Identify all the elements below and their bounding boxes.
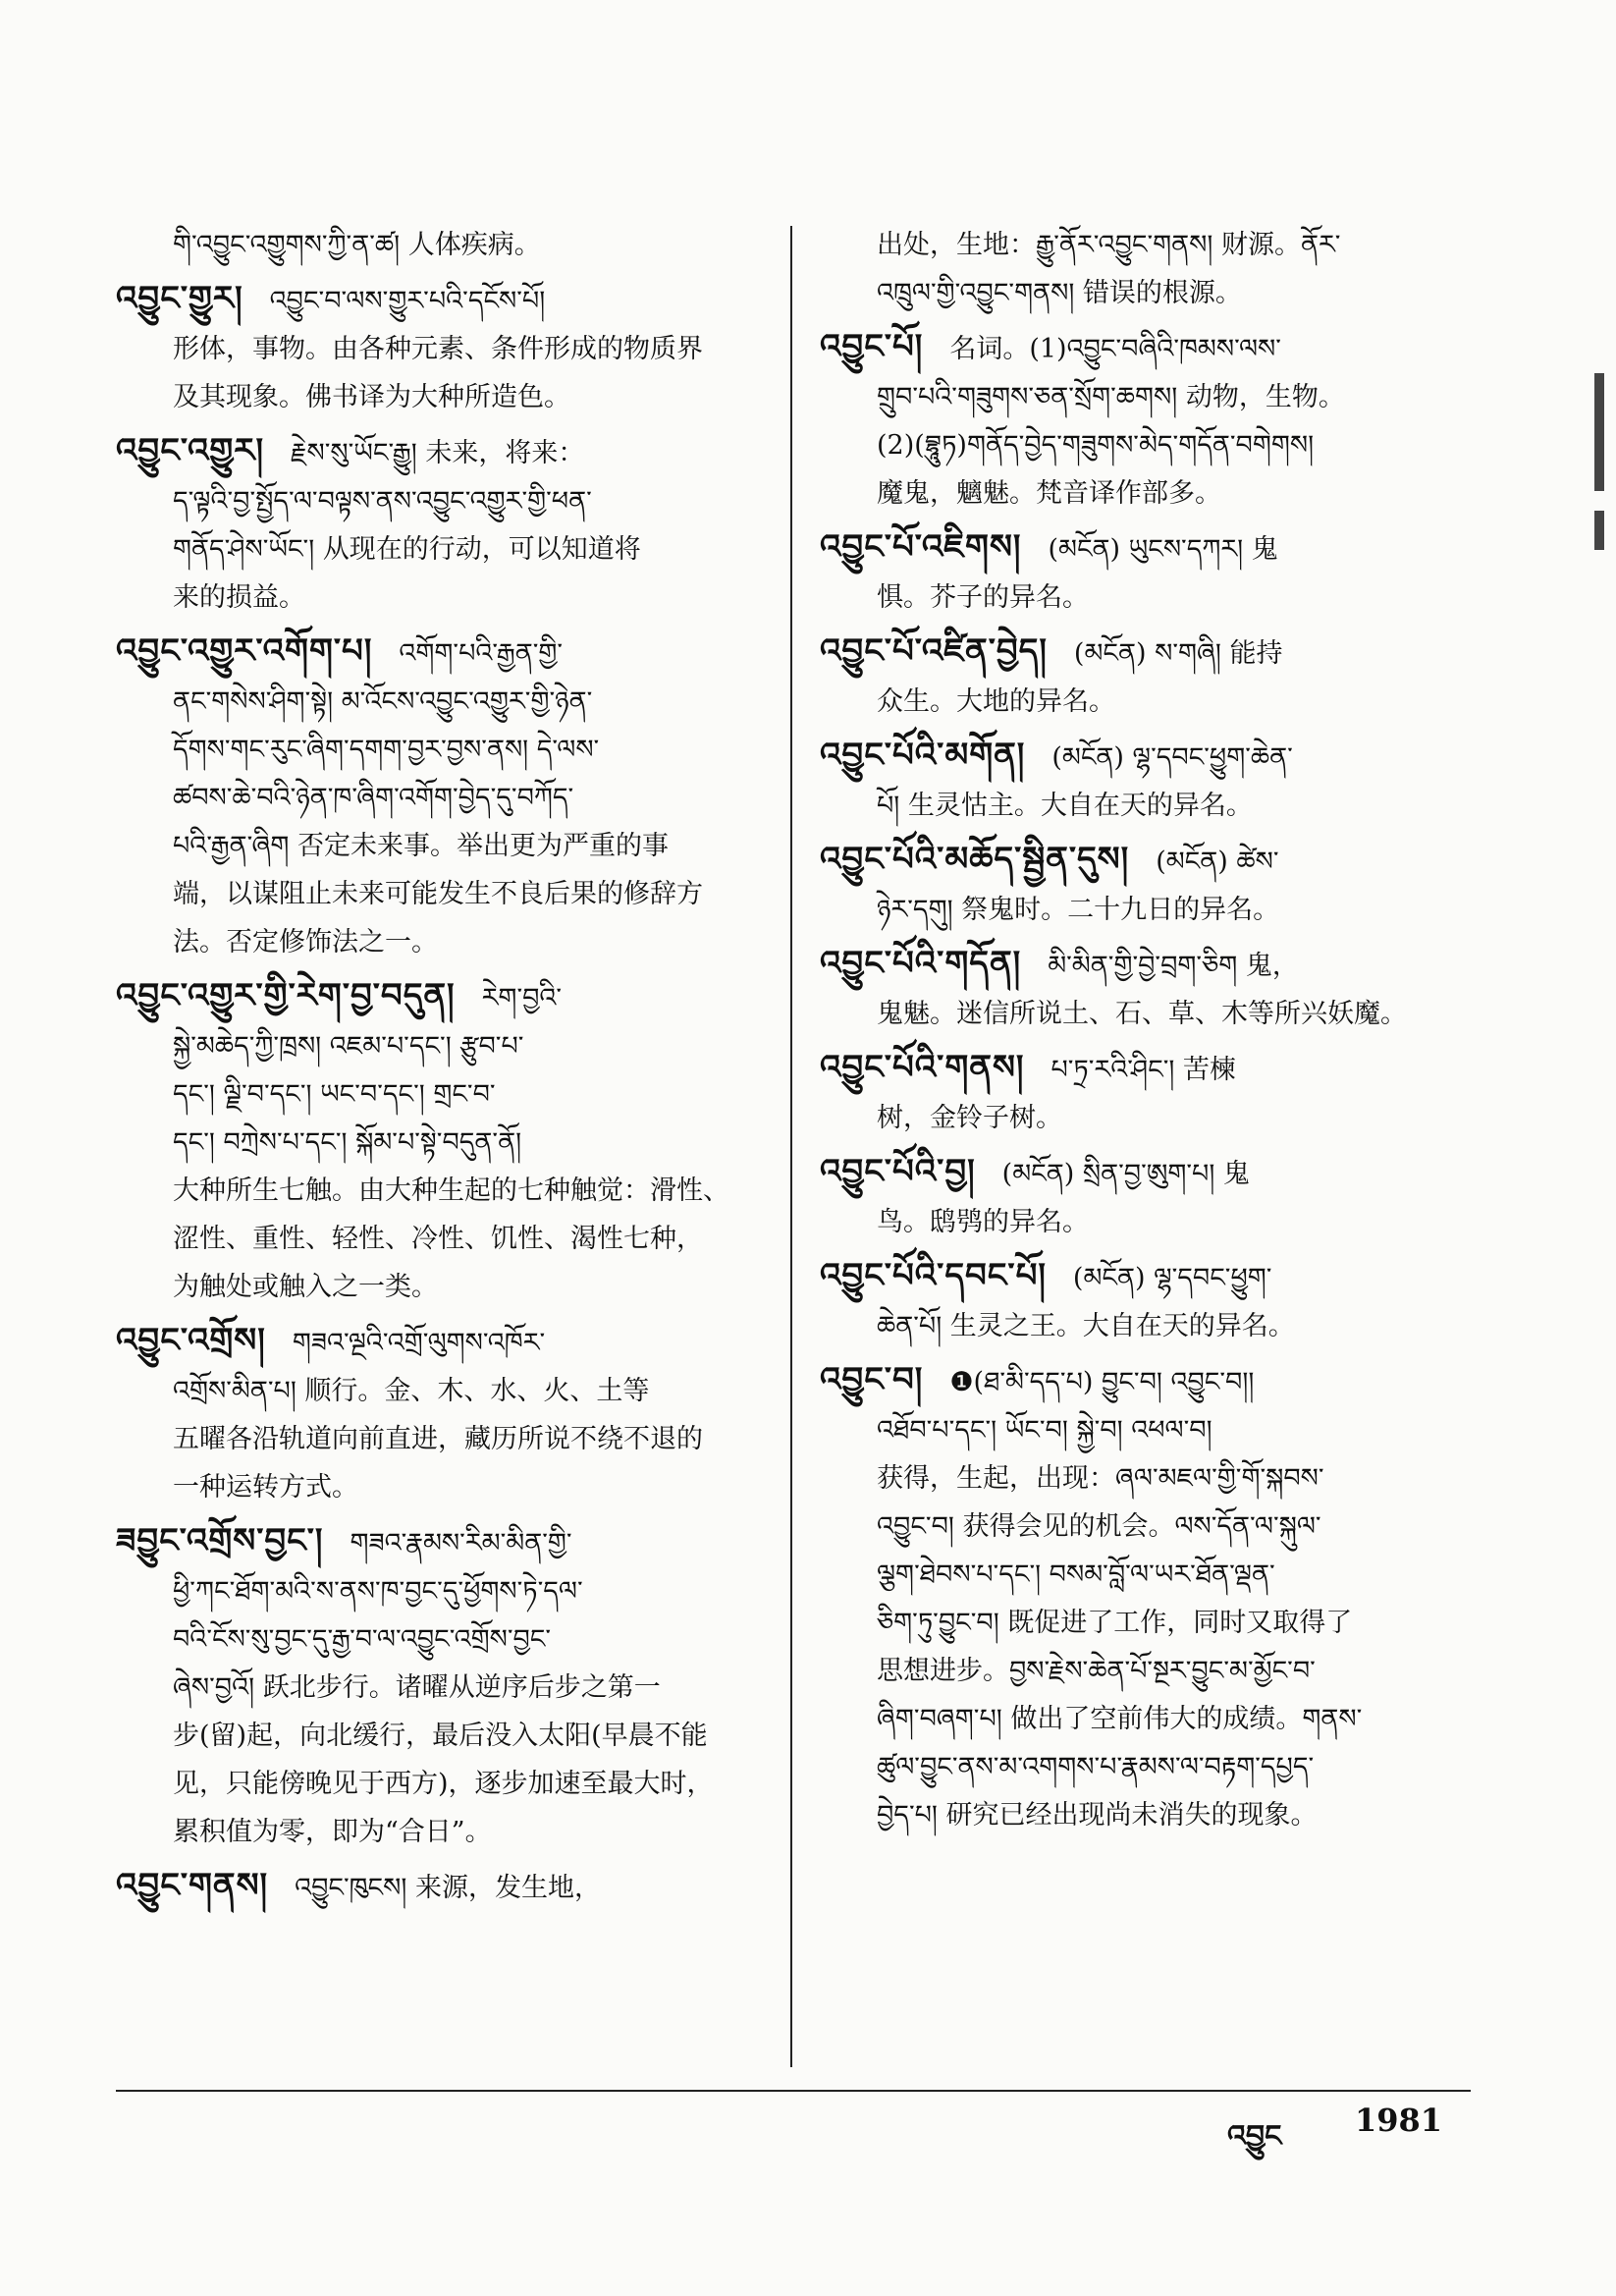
entry-body-line [116,822,754,870]
entry-text: གཟའ་ལྔའི་འགྲོ་ལུགས་འཁོར་ [292,1328,546,1358]
entry-text: ཞིག་བཞག་པ། 做出了空前伟大的成绩。གནས་ [877,1704,1363,1734]
entry-text: (2)(བྷཱུཏ)གནོད་བྱེད་གཟུགས་མེད་གདོན་བགེགས། [877,430,1315,461]
entry-body-line [116,1664,754,1712]
entry-body-line [116,870,754,918]
dictionary-entry [820,836,1468,934]
entry-body-line [116,1567,754,1615]
entry-text: རྗེས་སུ་ཡོང་རྒྱུ། 未来，将来： [291,438,585,468]
entry-body-line [116,1712,754,1760]
entry-first-line [820,1356,1468,1406]
entry-text: 来的损益。 [173,582,305,613]
entry-text: འཁྲུལ་གྱི་འབྱུང་གནས། 错误的根源。 [877,278,1242,308]
entry-body-line [116,1119,754,1167]
entry-body-line [116,373,754,421]
entry-body-line [820,469,1468,518]
entry-headword: འབྱུང་འགྱུར་འགོག་པ། [116,631,373,671]
entry-text: 出处，生地：རྒྱུ་ནོར་འབྱུང་གནས། 财源。ནོར་ [877,230,1341,260]
entry-headword: འབྱུང་གནས། [116,1866,269,1905]
entry-first-line [820,221,1468,269]
entry-headword: འབྱུང་པོའི་གནས། [820,1048,1025,1087]
entry-headword: འབྱུང་པོ་འཇིགས། [820,527,1022,567]
dictionary-entry [116,972,754,1311]
entry-text: 树，金铃子树。 [877,1103,1062,1133]
entry-body-line [820,678,1468,726]
entry-text: 及其现象。佛书译为大种所造色。 [173,382,570,412]
entry-first-line [820,628,1468,678]
dictionary-entry [820,940,1468,1038]
entry-body-line [116,1367,754,1415]
entry-text: ཅིག་ཏུ་བྱུང་བ། 既促进了工作，同时又取得了 [877,1608,1353,1638]
dictionary-entry [820,628,1468,726]
entry-body-line [820,1454,1468,1503]
entry-text: 见，只能傍晚见于西方)，逐步加速至最大时， [173,1769,714,1799]
entry-body-line [820,1695,1468,1743]
entry-body-line [116,1415,754,1463]
entry-text: ཕྱི་ཀང་ཐོག་མའི་ས་ནས་ཁ་བྱང་དུ་ཕྱོགས་ཏེ་དལ་ [173,1576,583,1607]
entry-text: 众生。大地的异名。 [877,686,1115,717]
entry-body-line [820,269,1468,317]
entry-text: 思想进步。བྱས་རྗེས་ཆེན་པོ་སྔར་བྱུང་མ་མྱོང་བ་ [877,1656,1316,1686]
entry-body-line [820,1094,1468,1142]
entry-text: 一种运转方式。 [173,1472,358,1503]
entry-first-line [116,221,754,269]
entry-headword: འབྱུང་འགྱུར་གྱི་རེག་བྱ་བདུན། [116,976,456,1015]
dictionary-entry [820,523,1468,622]
entry-text: གྲུབ་པའི་གཟུགས་ཅན་སྲོག་ཆགས། 动物，生物。 [877,382,1345,412]
entry-headword: འབྱུང་འགྱུར། [116,431,265,470]
entry-text: 获得，生起，出现：ཞལ་མཇལ་གྱི་གོ་སྐབས་ [877,1463,1324,1494]
entry-first-line [820,732,1468,782]
entry-headword: འབྱུང་གྱུར། [116,279,243,318]
entry-body-line [116,1215,754,1263]
entry-text: དང་། བཀྲེས་པ་དང་། སྐོམ་པ་སྟེ་བདུན་ནོ། [173,1127,522,1158]
entry-text: དང་། ལྗི་བ་དང་། ཡང་བ་དང་། གྲང་བ་ [173,1079,496,1110]
entry-text: ཆེན་པོ། 生灵之王。大自在天的异名。 [877,1311,1295,1341]
entry-text: འབྱུང་བ་ལས་གྱུར་པའི་དངོས་པོ། [269,286,546,316]
entry-text: (མངོན) སྲིན་བྱ་ཨུག་པ། 鬼 [1001,1159,1250,1189]
dictionary-entry [116,1317,754,1511]
entry-first-line [820,1148,1468,1198]
left-column [116,221,754,1918]
entry-body-line [820,1647,1468,1695]
entry-text: 累积值为零，即为“合日”。 [173,1817,492,1847]
entry-text: 大种所生七触。由大种生起的七种触觉：滑性、 [173,1175,729,1206]
entry-first-line [116,427,754,477]
entry-text: 名词。(1)འབྱུང་བཞིའི་ཁམས་ལས་ [949,334,1281,364]
entry-first-line [116,1517,754,1567]
scan-edge-mark [1594,373,1604,491]
entry-first-line [820,523,1468,574]
entry-body-line [116,477,754,525]
column-divider [790,226,792,2067]
entry-first-line [820,836,1468,886]
entry-headword: འབྱུང་པོའི་མཆོད་སྦྱིན་དུས། [820,840,1130,879]
dictionary-entry [116,221,754,269]
entry-body-line [116,1463,754,1511]
entry-text: འབྱུང་ཁུངས། 来源，发生地， [295,1873,601,1903]
entry-body-line [820,1406,1468,1454]
entry-headword: འབྱུང་བ། [820,1360,924,1399]
entry-text: (མངོན) ཡུངས་དཀར། 鬼 [1048,534,1278,565]
entry-text: 法。否定修饰法之一。 [173,927,438,957]
running-head-word: འབྱུང [1227,2119,1282,2154]
entry-text: བྱེད་པ། 研究已经出现尚未消失的现象。 [877,1800,1318,1831]
entry-headword: འབྱུང་པོ་འཛིན་བྱེད། [820,631,1048,671]
entry-body-line [820,1551,1468,1599]
entry-body-line [820,1302,1468,1350]
entry-body-line [116,1615,754,1664]
entry-text: ད་ལྟའི་བྱ་སྤྱོད་ལ་བལྟས་ནས་འབྱུང་འགྱུར་གྱི་ཕན་ [173,486,592,517]
entry-body-line [820,574,1468,622]
entry-body-line [820,373,1468,421]
entry-text: (མངོན) ལྷ་དབང་ཕྱུག་ཆེན་ [1051,742,1293,773]
entry-text: གཟའ་རྣམས་རིམ་མིན་གྱི་ [350,1528,572,1558]
dictionary-entry [820,1252,1468,1350]
entry-first-line [820,1044,1468,1094]
entry-text: ཚུལ་བྱུང་ནས་མ་འགགས་པ་རྣམས་ལ་བརྟག་དཔྱད་ [877,1752,1315,1782]
entry-text: འཐོབ་པ་དང་། ཡོང་བ། སྐྱེ་བ། འཕལ་བ། [877,1415,1212,1446]
entry-text: 五曜各沿轨道向前直进，藏历所说不绕不退的 [173,1424,703,1454]
entry-first-line [116,1862,754,1912]
entry-body-line [116,1022,754,1070]
entry-text: 端，以谋阻止未来可能发生不良后果的修辞方 [173,879,703,909]
entry-text: གི་འབྱུང་འགྱུགས་ཀྱི་ན་ཚ། 人体疾病。 [173,230,541,260]
entry-headword: འབྱུང་པོའི་མགོན། [820,736,1026,775]
entry-first-line [116,275,754,325]
entry-text: 魔鬼，魑魅。梵音译作部多。 [877,478,1221,509]
entry-text: 鬼魅。迷信所说土、石、草、木等所兴妖魔。 [877,999,1407,1029]
entry-body-line [116,726,754,774]
entry-text: ❶(ཐ་མི་དད་པ) བྱུང་བ། འབྱུང་བ།། [949,1367,1255,1397]
entry-body-line [820,1743,1468,1791]
entry-text: འགོག་པའི་རྒྱན་གྱི་ [399,638,564,669]
entry-first-line [116,1317,754,1367]
entry-body-line [116,574,754,622]
entry-text: མི་མིན་གྱི་བྱེ་བྲག་ཅིག 鬼， [1048,951,1299,981]
entry-body-line [116,678,754,726]
entry-text: པོ། 生灵怙主。大自在天的异名。 [877,791,1253,821]
entry-text: 形体，事物。由各种元素、条件形成的物质界 [173,334,703,364]
entry-text: (མངོན) ཚེས་ [1156,847,1279,877]
dictionary-entry [820,1356,1468,1839]
entry-body-line [116,774,754,822]
entry-text: པ་ཏྲ་རའི་ཤིང་། 苦楝 [1050,1055,1236,1085]
entry-body-line [820,421,1468,469]
entry-text: འབྱུང་བ། 获得会见的机会。ལས་དོན་ལ་སྐུལ་ [877,1511,1321,1542]
entry-text: 惧。芥子的异名。 [877,582,1089,613]
entry-text: 涩性、重性、轻性、冷性、饥性、渴性七种， [173,1224,703,1254]
entry-first-line [820,1252,1468,1302]
dictionary-entry [820,1148,1468,1246]
page-number: 1981 [1355,2102,1443,2139]
entry-body-line [116,525,754,574]
entry-body-line [820,1198,1468,1246]
entry-text: རེག་བྱའི་ [481,983,563,1013]
dictionary-entry [820,732,1468,830]
scan-edge-mark [1594,511,1604,550]
dictionary-entry [116,427,754,622]
entry-body-line [820,782,1468,830]
entry-body-line [116,1167,754,1215]
entry-headword: འབྱུང་པོའི་གདོན། [820,944,1022,983]
entry-body-line [116,325,754,373]
dictionary-entry [116,1862,754,1912]
dictionary-entry [116,628,754,966]
entry-text: དོགས་གང་རུང་ཞིག་དགག་བྱར་བྱས་ནས། དེ་ལས་ [173,735,600,765]
dictionary-entry [116,275,754,421]
dictionary-entry [820,323,1468,518]
entry-first-line [820,323,1468,373]
entry-first-line [820,940,1468,990]
entry-text: ལྕག་ཐེབས་པ་དང་། བསམ་བློ་ལ་ཡར་ཐོན་ལྡན་ [877,1559,1275,1590]
entry-headword: འབྱུང་པོའི་བྱ། [820,1152,976,1191]
entry-text: ནང་གསེས་ཤིག་སྟེ། མ་འོངས་འབྱུང་འགྱུར་གྱི་ཉེན་ [173,686,593,717]
entry-body-line [820,1503,1468,1551]
entry-first-line [116,972,754,1022]
entry-text: འགྲོས་མིན་པ། 顺行。金、木、水、火、土等 [173,1376,650,1406]
entry-body-line [820,1791,1468,1839]
right-column [820,221,1468,1845]
entry-text: པའི་རྒྱན་ཞིག 否定未来事。举出更为严重的事 [173,831,670,861]
entry-text: སྐྱེ་མཆེད་ཀྱི་ཁྲས། འཇམ་པ་དང་། རྩུབ་པ་ [173,1031,524,1062]
dictionary-entry [116,1517,754,1856]
footer-rule [116,2090,1471,2092]
entry-body-line [820,990,1468,1038]
entry-body-line [116,918,754,966]
entry-body-line [116,1808,754,1856]
entry-text: (མངོན) ལྷ་དབང་ཕྱུག་ [1072,1263,1272,1293]
entry-text: གནོད་ཤེས་ཡོང་། 从现在的行动，可以知道将 [173,534,641,565]
entry-body-line [820,1599,1468,1647]
entry-first-line [116,628,754,678]
entry-text: ཞེས་བྱའོ། 跃北步行。诸曜从逆序后步之第一 [173,1672,661,1703]
dictionary-entry [820,221,1468,317]
entry-body-line [116,1263,754,1311]
entry-headword: ཟབྱུང་འགྲོས་བྱང་། [116,1521,324,1560]
entry-headword: འབྱུང་པོའི་དབང་པོ། [820,1256,1047,1295]
entry-text: (མངོན) ས་གཞི། 能持 [1073,638,1283,669]
entry-body-line [116,1070,754,1119]
entry-text: ཚབས་ཆེ་བའི་ཉེན་ཁ་ཞིག་འགོག་བྱེད་དུ་བཀོད་ [173,783,574,813]
entry-headword: འབྱུང་པོ། [820,327,924,366]
entry-text: 步(留)起，向北缓行，最后没入太阳(早晨不能 [173,1721,708,1751]
entry-text: 鸟。鸱鸮的异名。 [877,1207,1089,1237]
dictionary-entry [820,1044,1468,1142]
entry-headword: འབྱུང་འགྲོས། [116,1321,266,1360]
entry-body-line [116,1760,754,1808]
entry-body-line [820,886,1468,934]
entry-text: ཉེར་དགུ། 祭鬼时。二十九日的异名。 [877,895,1280,925]
entry-text: 为触处或触入之一类。 [173,1272,438,1302]
entry-text: བའི་ངོས་སུ་བྱང་དུ་རྒྱ་བ་ལ་འབྱུང་འགྲོས་བྱང་ [173,1624,552,1655]
